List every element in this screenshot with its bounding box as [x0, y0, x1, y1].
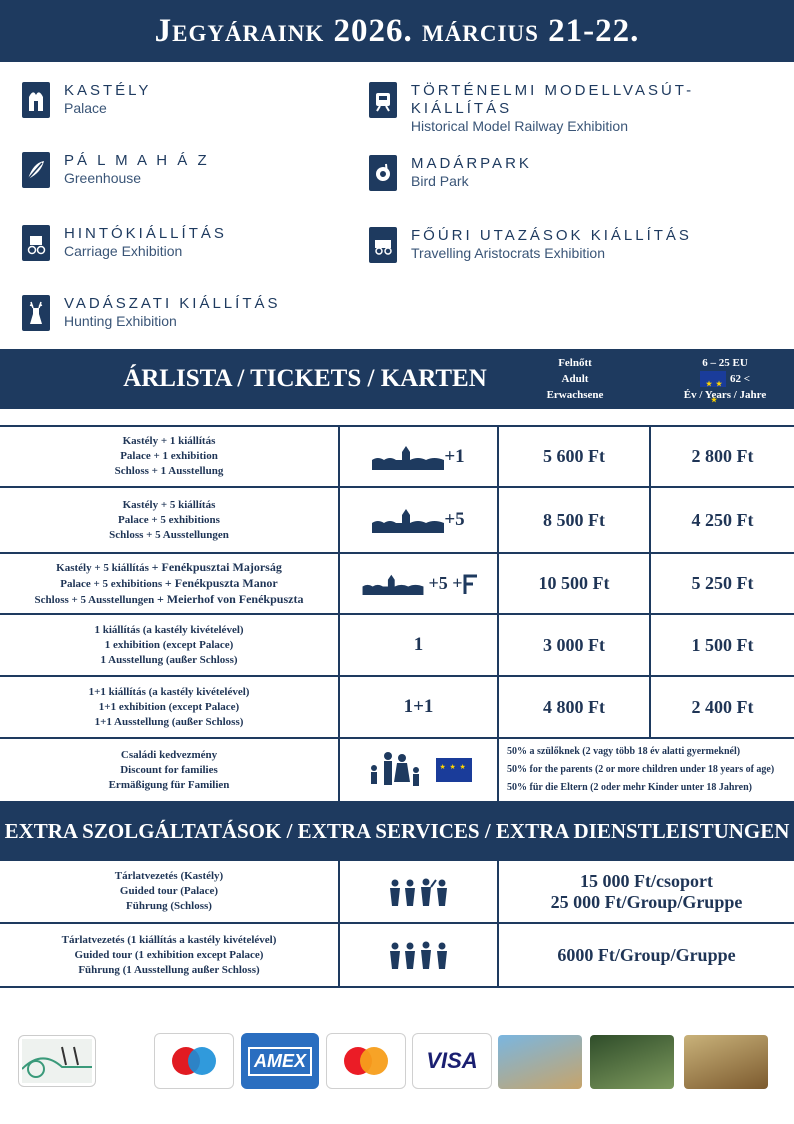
- extra-desc: Tárlatvezetés (Kastély) Guided tour (Palace) Führung (Schloss): [114, 870, 224, 912]
- extra-price: 15 000 Ft/csoport 25 000 Ft/Group/Gruppe: [550, 870, 743, 912]
- palace-silhouette-icon: [372, 444, 444, 470]
- venue-aristocrats: [369, 227, 692, 263]
- venue-palace: [22, 82, 151, 118]
- group-pictogram: [340, 924, 497, 986]
- venue-hunting: [22, 295, 281, 331]
- adult-price: 5 600 Ft: [543, 446, 605, 466]
- adult-price: 4 800 Ft: [543, 696, 605, 717]
- family-pictogram: [340, 739, 497, 801]
- eu-flag-icon: [436, 758, 472, 782]
- mbh-szep-card: [684, 1035, 768, 1089]
- ticket-desc: Kastély + 5 kiállítás Palace + 5 exhibitions Schloss + 5 Ausstellungen: [109, 498, 229, 541]
- venue-name-en: Greenhouse: [64, 170, 142, 186]
- ticket-pictogram: [340, 427, 497, 486]
- extra-desc: Tárlatvezetés (1 kiállítás a kastély kivételével) Guided tour (1 exhibition except Palace) Führung (1 Ausstellung außer Schloss): [61, 933, 277, 976]
- ticket-pictogram: [340, 554, 497, 613]
- ticket-pictogram: [340, 488, 497, 552]
- kh-szep-card: [498, 1035, 582, 1089]
- venue-name-en: Hunting Exhibition: [64, 313, 177, 329]
- ticket-desc: 1 kiállítás (a kastély kivételével) 1 exhibition (except Palace) 1 Ausstellung (außer Schloss): [94, 623, 244, 666]
- venue-name-en: Palace: [64, 100, 107, 116]
- youth-header-senior: 62 <: [729, 373, 751, 385]
- palace-icon: [22, 82, 50, 118]
- adult-price: 8 500 Ft: [543, 509, 605, 530]
- peacock-icon: [369, 155, 397, 191]
- ticket-desc: 1+1 kiállítás (a kastély kivételével) 1+1 exhibition (except Palace) 1+1 Ausstellung (außer Schloss): [88, 685, 250, 728]
- page-title: Jegyáraink 2026. március 21-22.: [154, 12, 640, 49]
- train-icon: [369, 82, 397, 118]
- adult-column-header: [530, 355, 620, 403]
- castle-card-logo: [18, 1035, 96, 1087]
- venue-name-en: Bird Park: [411, 173, 469, 189]
- venue-name-hu: PÁ L M A H Á Z: [64, 152, 210, 169]
- youth-header-units: Év / Years / Jahre: [683, 389, 767, 401]
- venue-name-hu: FŐÚRI UTAZÁSOK KIÁLLÍTÁS: [411, 227, 692, 244]
- ticket-pict-label: +5: [444, 509, 465, 530]
- venue-bird-park: [369, 155, 532, 191]
- extra-services-header: EXTRA SZOLGÁLTATÁSOK / EXTRA SERVICES / EXTRA DIENSTLEISTUNGEN: [0, 801, 794, 861]
- fenekpuszta-logo-icon: [463, 574, 479, 594]
- youth-price: 2 400 Ft: [691, 696, 754, 717]
- extra-price: 6000 Ft/Group/Gruppe: [557, 944, 736, 965]
- adult-price: 10 500 Ft: [538, 573, 610, 593]
- family-row: [0, 739, 794, 801]
- ticket-pictogram: 1: [413, 634, 424, 655]
- adult-header-hu: Felnőtt: [558, 357, 592, 369]
- adult-header-de: Erwachsene: [546, 389, 604, 401]
- group-pictogram: [340, 861, 497, 922]
- venue-name-hu: VADÁSZATI KIÁLLÍTÁS: [64, 295, 281, 312]
- venue-name-hu: KASTÉLY: [64, 82, 152, 99]
- palace-silhouette-icon: [358, 573, 428, 595]
- venue-railway: [369, 82, 794, 135]
- venue-name-hu: TÖRTÉNELMI MODELLVASÚT-KIÁLLÍTÁS: [410, 82, 695, 117]
- family-notes: [499, 739, 794, 801]
- deer-icon: [22, 295, 50, 331]
- ticket-row: [0, 427, 794, 488]
- family-note-hu: 50% a szülőknek (2 vagy több 18 év alatti gyermeknél): [507, 746, 741, 757]
- family-icon: [366, 748, 424, 792]
- otp-szep-card: [590, 1035, 674, 1089]
- ticket-desc: Kastély + 5 kiállítás + Fenékpusztai Majorság Palace + 5 exhibitions + Fenékpuszta Manor Schloss + 5 Ausstellungen + Meierhof von Fenékpuszta: [34, 559, 304, 606]
- tickets-title: ÁRLISTA / TICKETS / KARTEN: [123, 365, 487, 392]
- ticket-pict-label: +5 +: [428, 573, 463, 593]
- family-desc: Családi kedvezmény Discount for families Ermäßigung für Familien: [108, 748, 230, 791]
- ticket-row: [0, 554, 794, 615]
- youth-price: 5 250 Ft: [691, 573, 754, 593]
- group-icon: [388, 878, 450, 906]
- family-note-en: 50% for the parents (2 or more children under 18 years of age): [507, 764, 775, 775]
- extra-row: [0, 861, 794, 924]
- youth-price: 1 500 Ft: [691, 634, 754, 655]
- title-bar: [0, 0, 794, 62]
- adult-header-en: Adult: [561, 373, 589, 385]
- adult-price: 3 000 Ft: [543, 634, 605, 655]
- ticket-desc: Kastély + 1 kiállítás Palace + 1 exhibition Schloss + 1 Ausstellung: [114, 435, 224, 477]
- youth-column-header: [660, 355, 790, 403]
- ticket-pictogram: 1+1: [403, 696, 434, 717]
- venue-name-hu: HINTÓKIÁLLÍTÁS: [64, 225, 227, 242]
- youth-header-age: 6 – 25 EU: [702, 357, 748, 369]
- ticket-row: [0, 615, 794, 677]
- tickets-header: [0, 349, 794, 409]
- visa-logo: VISA: [412, 1033, 492, 1089]
- venue-greenhouse: [22, 152, 210, 188]
- palm-leaf-icon: [22, 152, 50, 188]
- maestro-logo: [154, 1033, 234, 1089]
- eu-flag-icon: [700, 371, 726, 387]
- venue-name-en: Travelling Aristocrats Exhibition: [411, 245, 606, 261]
- youth-price: 2 800 Ft: [691, 446, 754, 466]
- vintage-car-icon: [369, 227, 397, 263]
- ticket-pict-label: +1: [444, 445, 465, 467]
- palace-silhouette-icon: [372, 507, 444, 533]
- family-note-de: 50% für die Eltern (2 oder mehr Kinder unter 18 Jahren): [507, 782, 752, 793]
- ticket-row: [0, 488, 794, 554]
- ticket-row: [0, 677, 794, 739]
- youth-price: 4 250 Ft: [691, 509, 754, 530]
- venue-name-en: Carriage Exhibition: [64, 243, 183, 259]
- extra-row: [0, 924, 794, 988]
- mastercard-logo: [326, 1033, 406, 1089]
- group-icon: [388, 941, 450, 969]
- amex-logo: AMEX: [241, 1033, 319, 1089]
- venue-carriage: [22, 225, 227, 261]
- venue-name-hu: MADÁRPARK: [411, 155, 532, 172]
- carriage-icon: [22, 225, 50, 261]
- venue-name-en: Historical Model Railway Exhibition: [410, 118, 628, 134]
